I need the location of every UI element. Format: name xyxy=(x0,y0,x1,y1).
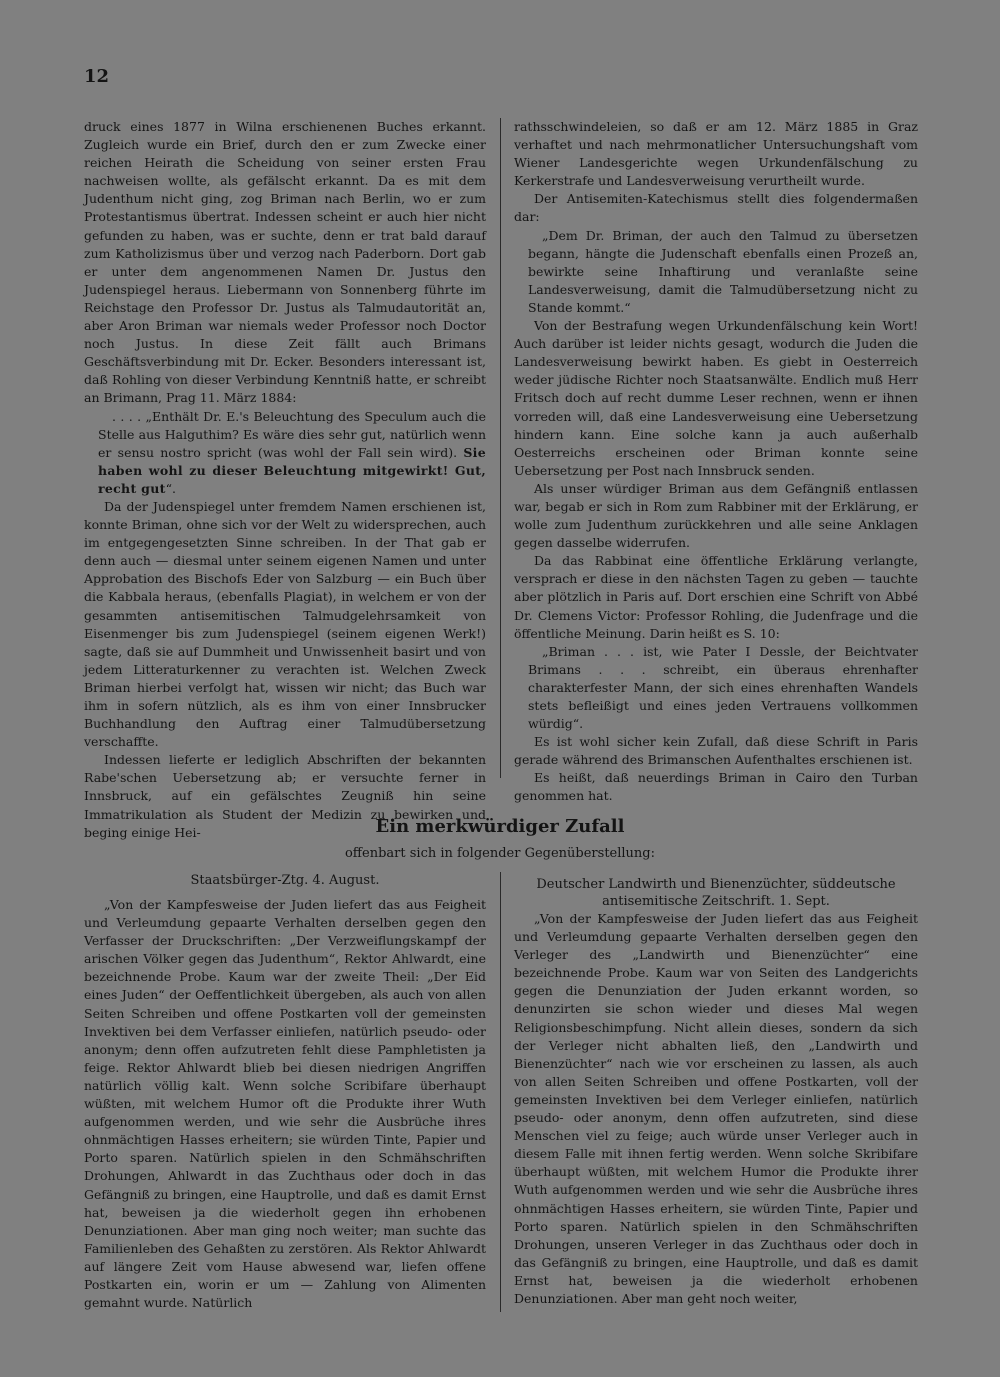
paragraph: Es heißt, daß neuerdings Briman in Cairo den Turban genommen hat. xyxy=(514,770,918,804)
paragraph: druck eines 1877 in Wilna erschienenen Buches erkannt. Zugleich wurde ein Brief, durch den er zum Zwecke einer reichen Heirath die Scheidung von seiner ersten Frau nachweisen wollte, als gefälscht erkannt. Da es mit dem Judenthum nicht ging, zog Briman nach Berlin, wo er zum Protestantismus übertrat. Indessen scheint er auch hier nicht gefunden zu haben, was er suchte, denn er trat bald darauf zum Katholizismus über und verzog nach Paderborn. Dort gab er unter dem angenommenen Namen Dr. Justus den Judenspiegel heraus. Liebermann von Sonnenberg führte im Reichstage den Professor Dr. Justus als Talmudautorität an, aber Aron Briman war niemals weder Professor noch Doctor noch Justus. In diese Zeit fällt auch Brimans Geschäftsverbindung mit Dr. Ecker. Besonders interessant ist, daß Rohling von dieser Verbindung Kenntniß hatte, er schreibt an Brimann, Prag 11. März 1884: xyxy=(84,119,486,406)
column-divider xyxy=(500,872,501,1312)
quote-paragraph: „Briman . . . ist, wie Pater I Dessle, der Beichtvater Brimans . . . schreibt, ein überaus ehrenhafter charakterfester Mann, der sich eines ehrenhaften Wandels stets befleißigt und eines jeden Vertrauens vollkommen würdig“. xyxy=(528,643,918,732)
paragraph: Indessen lieferte er lediglich Abschriften der bekannten Rabe'schen Uebersetzung ab; er versuchte ferner in Innsbruck, auf ein gefälschtes Zeugniß hin seine Immatrikulation als Student der Medizin zu bewirken und beging einige Hei- xyxy=(84,752,486,840)
bottom-right-heading: Deutscher Landwirth und Bienenzüchter, süddeutsche antisemitische Zeitschrift. 1. Sept. xyxy=(536,877,896,909)
paragraph: „Von der Kampfesweise der Juden liefert das aus Feigheit und Verleumdung gepaarte Verhalten derselben gegen den Verleger des „Landwirth und Bienenzüchter“ eine bezeichnende Probe. Kaum war von Seiten des Landgerichts gegen die Denunziation der Juden erkannt worden, so denunzirten sie schon wieder und dieses Mal wegen Religionsbeschimpfung. Nicht allein dieses, sondern da sich der Verleger nicht abhalten ließ, den „Landwirth und Bienenzüchter“ nach wie vor erscheinen zu lassen, als auch von allen Seiten Schreiben und offene Postkarten, voll der gemeinsten Invektiven bei dem Verleger einliefen, natürlich pseudo- oder anonym, denn offen aufzutreten, sind diese Menschen viel zu feige; auch würde unser Verleger auch in diesem Falle mit ihnen fertig werden. Wenn solche Skribifare überhaupt wüßten, mit welchem Humor die Produkte ihrer Wuth aufgenommen werden und wie sehr die Ausbrüche ihres ohnmächtigen Hasses erheitern, sie würden Tinte, Papier und Porto sparen. Natürlich spielen in den Schmähschriften Drohungen, unseren Verleger in das Zuchthaus oder doch in das Gefängniß zu bringen, eine Hauptrolle, und daß es damit Ernst hat, beweisen ja die wiederholt erhobenen Denunziationen. Aber man geht noch weiter, xyxy=(514,911,918,1306)
top-right-column xyxy=(514,118,918,804)
quote-paragraph xyxy=(84,408,486,498)
bottom-right-column xyxy=(514,910,918,1330)
paragraph: Der Antisemiten-Katechismus stellt dies folgendermaßen dar: xyxy=(514,191,918,225)
quote-paragraph: „Dem Dr. Briman, der auch den Talmud zu übersetzen begann, hängte die Judenschaft ebenfalls einen Prozeß an, bewirkte seine Inhaftirung und veranlaßte seine Landesverweisung, damit die Talmudübersetzung nicht zu Stande kommt.“ xyxy=(528,227,918,315)
top-left-column xyxy=(84,118,486,840)
section-title: Ein merkwürdiger Zufall xyxy=(375,816,625,837)
quote-end: “. xyxy=(165,480,177,496)
paragraph: rathsschwindeleien, so daß er am 12. März 1885 in Graz verhaftet und nach mehrmonatlicher Untersuchungshaft vom Wiener Landesgerichte wegen Urkundenfälschung zu Kerkerstrafe und Landesverweisung verurtheilt wurde. xyxy=(514,119,918,189)
paragraph: Da das Rabbinat eine öffentliche Erklärung verlangte, versprach er diese in den nächsten Tagen zu geben — tauchte aber plötzlich in Paris auf. Dort erschien eine Schrift von Abbé Dr. Clemens Victor: Professor Rohling, die Judenfrage und die öffentliche Meinung. Darin heißt es S. 10: xyxy=(514,553,918,641)
paragraph: Es ist wohl sicher kein Zufall, daß diese Schrift in Paris gerade während des Brimanschen Aufenthaltes erschienen ist. xyxy=(514,734,918,768)
page-number: 12 xyxy=(84,66,110,87)
paragraph: Da der Judenspiegel unter fremdem Namen erschienen ist, konnte Briman, ohne sich vor der Welt zu widersprechen, auch im entgegengesetzten Sinne schreiben. In der That gab er denn auch — diesmal unter seinem eigenen Namen und unter Approbation des Bischofs Eder von Salzburg — ein Buch über die Kabbala heraus, (ebenfalls Plagiat), in welchem er von der gesammten antisemitischen Talmudgelehrsamkeit von Eisenmenger bis zum Judenspiegel (seinem eigenen Werk!) sagte, daß sie auf Dummheit und Unwissenheit basirt und von jedem Litteraturkenner zu verachten ist. Welchen Zweck Briman hierbei verfolgt hat, wissen wir nicht; das Buch war ihm in sofern nützlich, als es ihm von einer Innsbrucker Buchhandlung den Auftrag einer Talmudübersetzung verschaffte. xyxy=(84,498,486,750)
bold-quote-text: Sie haben wohl zu dieser Beleuchtung mitgewirkt! Gut, recht gut xyxy=(98,444,486,496)
section-subtitle: offenbart sich in folgender Gegenüberstellung: xyxy=(344,846,655,861)
bottom-left-column xyxy=(84,896,486,1326)
paragraph: Als unser würdiger Briman aus dem Gefängniß entlassen war, begab er sich in Rom zum Rabbiner mit der Erklärung, er wolle zum Judenthum zurückkehren und alle seine Anklagen gegen dasselbe widerrufen. xyxy=(514,480,918,551)
column-divider xyxy=(500,118,501,778)
paragraph: „Von der Kampfesweise der Juden liefert das aus Feigheit und Verleumdung gepaarte Verhalten derselben gegen den Verfasser der Druckschriften: „Der Verzweiflungskampf der arischen Völker gegen das Judenthum“, Rektor Ahlwardt, eine bezeichnende Probe. Kaum war der zweite Theil: „Der Eid eines Juden“ der Oeffentlichkeit übergeben, als auch von allen Seiten Schreiben und offene Postkarten voll der gemeinsten Invektiven bei dem Verfasser einliefen, natürlich pseudo- oder anonym; denn offen aufzutreten fehlt diese Pamphletisten ja feige. Rektor Ahlwardt blieb bei diesen niedrigen Angriffen natürlich völlig kalt. Wenn solche Scribifare überhaupt wüßten, mit welchem Humor oft die Produkte ihrer Wuth aufgenommen werden, und wie sehr die Ausbrüche ihres ohnmächtigen Hasses erheitern; sie würden Tinte, Papier und Porto sparen. Natürlich spielen in den Schmähschriften Drohungen, Ahlwardt in das Zuchthaus oder doch in das Gefängniß zu bringen, eine Hauptrolle, und daß es damit Ernst hat, beweisen ja die wiederholt gegen ihn erhobenen Denunziationen. Aber man ging noch weiter; man suchte das Familienleben des Gehaßten zu zerstören. Als Rektor Ahlwardt auf längere Zeit vom Hause abwesend war, liefen offene Postkarten ein, worin er um — Zahlung von Alimenten gemahnt wurde. Natürlich xyxy=(84,897,486,1311)
quote-text: . . . . „Enthält Dr. E.'s Beleuchtung des Speculum auch die Stelle aus Halguthim? Es wäre dies sehr gut, natürlich wenn er sensu nostro spricht (was wohl der Fall sein wird). xyxy=(98,408,486,460)
bottom-left-heading: Staatsbürger-Ztg. 4. August. xyxy=(190,873,380,888)
paragraph: Von der Bestrafung wegen Urkundenfälschung kein Wort! Auch darüber ist leider nichts gesagt, wodurch die Juden die Landesverweisung bewirkt haben. Es giebt in Oesterreich weder jüdische Richter noch Staatsanwälte. Endlich muß Herr Fritsch doch auf recht dumme Leser rechnen, wenn er ihnen vorreden will, daß eine Landesverweisung eine Uebersetzung hindern kann. Eine solche kann ja auch außerhalb Oesterreichs erscheinen oder Briman konnte seine Uebersetzung per Post nach Innsbruck senden. xyxy=(514,318,918,478)
